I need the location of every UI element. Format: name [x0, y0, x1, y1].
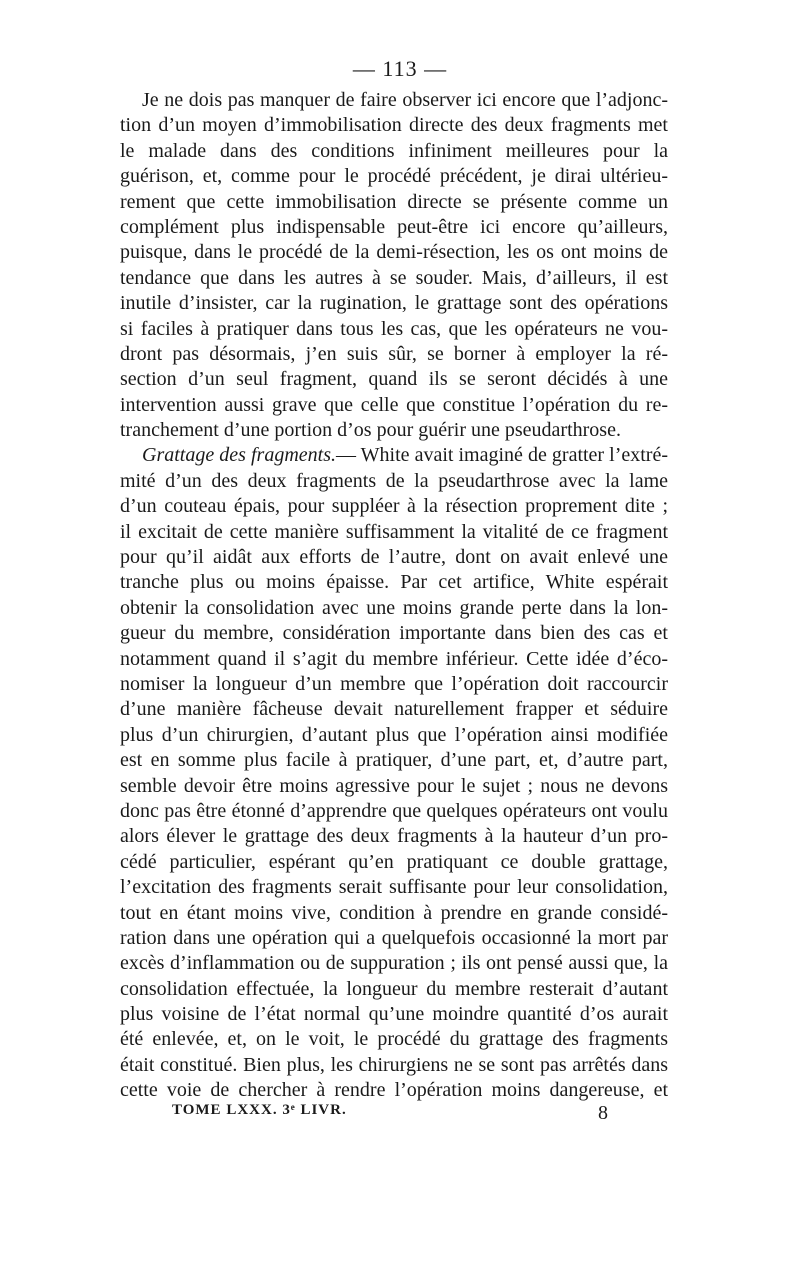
paragraph-2-line: tout en étant moins vive, condition à prendre en grande considé-: [120, 901, 668, 924]
paragraph-2-line: donc pas être étonné d’apprendre que quelques opérateurs ont voulu: [120, 799, 668, 822]
paragraph-1-line: puisque, dans le procédé de la demi-résection, les os ont moins de: [120, 241, 668, 264]
paragraph-2-line: ration dans une opération qui a quelquefois occasionné la mort par: [120, 926, 668, 949]
paragraph-2-line: mité d’un des deux fragments de la pseudarthrose avec la lame: [120, 469, 668, 492]
paragraph-2-line: l’excitation des fragments serait suffisante pour leur consolidation,: [120, 876, 668, 899]
paragraph-2-line-rest: — White avait imaginé de gratter l’extré-: [335, 444, 668, 467]
paragraph-2-line: semble devoir être moins agressive pour le sujet ; nous ne devons: [120, 774, 668, 797]
volume-signature: TOME LXXX. 3ᵉ LIVR.: [172, 1102, 347, 1118]
paragraph-2-line: cédé particulier, espérant qu’en pratiquant ce double grattage,: [120, 850, 668, 873]
paragraph-1-line: intervention aussi grave que celle que constitue l’opération du re-: [120, 393, 668, 416]
body-text: [120, 88, 668, 1104]
section-heading: Grattage des fragments.: [142, 444, 336, 467]
paragraph-2-line: d’un couteau épais, pour suppléer à la résection proprement dite ;: [120, 495, 668, 518]
paragraph-1-line: tranchement d’une portion d’os pour guérir une pseudarthrose.: [120, 419, 621, 442]
page-footer: [172, 1102, 608, 1125]
paragraph-1-line: tion d’un moyen d’immobilisation directe des deux fragments met: [120, 114, 668, 137]
paragraph-2-line: obtenir la consolidation avec une moins grande perte dans la lon-: [120, 596, 668, 619]
paragraph-2-line: cette voie de chercher à rendre l’opération moins dangereuse, et: [120, 1079, 668, 1102]
paragraph-2-line: nomiser la longueur d’un membre que l’opération doit raccourcir: [120, 672, 668, 695]
paragraph-2-line: était constitué. Bien plus, les chirurgiens ne se sont pas arrêtés dans: [120, 1053, 668, 1076]
paragraph-2-line: pour qu’il aidât aux efforts de l’autre, dont on avait enlevé une: [120, 546, 668, 569]
paragraph-2-line: excès d’inflammation ou de suppuration ; ils ont pensé aussi que, la: [120, 952, 668, 975]
paragraph-2-line: alors élever le grattage des deux fragments à la hauteur d’un pro-: [120, 825, 668, 848]
page-number: — 113 —: [352, 56, 448, 81]
paragraph-2-line: consolidation effectuée, la longueur du membre resterait d’autant: [120, 977, 668, 1000]
paragraph-2-line: plus d’un chirurgien, d’autant plus que l’opération ainsi modifiée: [120, 723, 668, 746]
paragraph-1-line: tendance que dans les autres à se souder. Mais, d’ailleurs, il est: [120, 266, 668, 289]
paragraph-2-line: été enlevée, et, on le voit, le procédé du grattage des fragments: [120, 1028, 668, 1051]
paragraph-2-line: plus voisine de l’état normal qu’une moindre quantité d’os aurait: [120, 1003, 668, 1026]
paragraph-2-line: tranche plus ou moins épaisse. Par cet artifice, White espérait: [120, 571, 668, 594]
paragraph-2-line: gueur du membre, considération importante dans bien des cas et: [120, 622, 668, 645]
paragraph-1-line: dront pas désormais, j’en suis sûr, se borner à employer la ré-: [120, 342, 668, 365]
paragraph-2-first-line: [120, 443, 668, 468]
paragraph-2-line: il excitait de cette manière suffisamment la vitalité de ce fragment: [120, 520, 668, 543]
gathering-number: 8: [598, 1102, 608, 1124]
paragraph-2-line: est en somme plus facile à pratiquer, d’une part, et, d’autre part,: [120, 749, 668, 772]
paragraph-1-line: si faciles à pratiquer dans tous les cas, que les opérateurs ne vou-: [120, 317, 668, 340]
paragraph-1-line: complément plus indispensable peut-être ici encore qu’ailleurs,: [120, 215, 668, 238]
paragraph-1-line: le malade dans des conditions infiniment meilleures pour la: [120, 139, 668, 162]
paragraph-1-line: inutile d’insister, car la rugination, le grattage sont des opérations: [120, 292, 668, 315]
paragraph-2-line: notamment quand il s’agit du membre inférieur. Cette idée d’éco-: [120, 647, 668, 670]
paragraph-1-line: Je ne dois pas manquer de faire observer ici encore que l’adjonc-: [142, 89, 668, 111]
paragraph-1-line: rement que cette immobilisation directe se présente comme un: [120, 190, 668, 213]
paragraph-1-line: section d’un seul fragment, quand ils se seront décidés à une: [120, 368, 668, 391]
paragraph-1-line: guérison, et, comme pour le procédé précédent, je dirai ultérieu-: [120, 165, 668, 188]
paragraph-2-line: d’une manière fâcheuse devait naturellement frapper et séduire: [120, 698, 668, 721]
